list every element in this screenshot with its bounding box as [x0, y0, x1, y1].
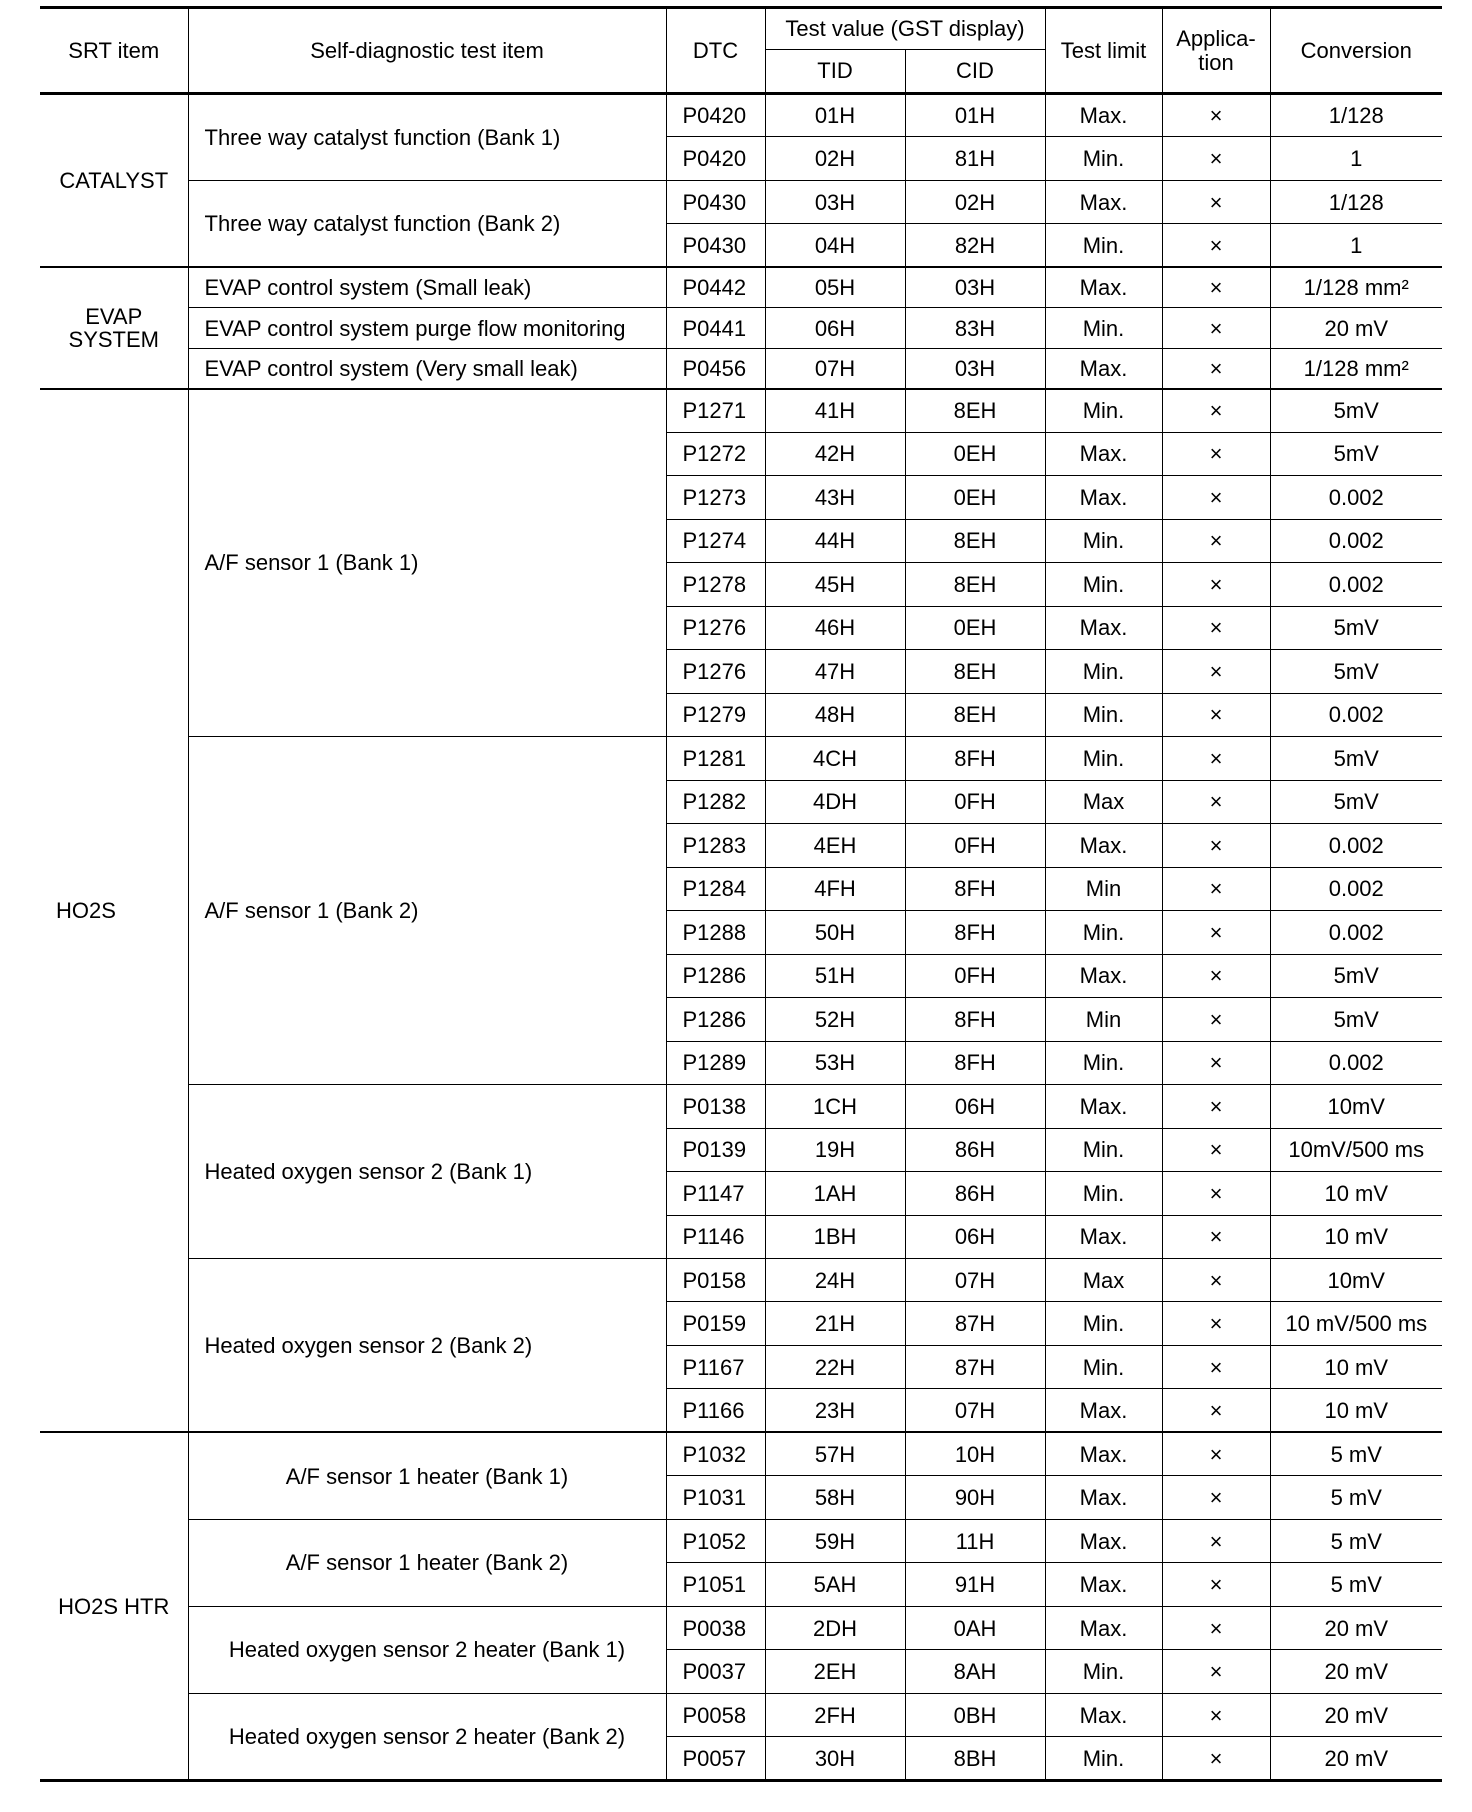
cid-cell: 83H [905, 308, 1045, 348]
cid-cell: 0AH [905, 1606, 1045, 1649]
test-limit-cell: Max. [1045, 1606, 1162, 1649]
tid-cell: 07H [765, 348, 905, 388]
cid-cell: 86H [905, 1172, 1045, 1215]
conversion-cell: 10mV [1270, 1258, 1442, 1301]
application-cell: × [1162, 954, 1270, 997]
application-cell: × [1162, 998, 1270, 1041]
tid-cell: 42H [765, 432, 905, 475]
conversion-cell: 5mV [1270, 998, 1442, 1041]
test-limit-cell: Max. [1045, 824, 1162, 867]
tid-cell: 02H [765, 137, 905, 180]
table-row [40, 94, 1442, 137]
cid-cell: 10H [905, 1432, 1045, 1475]
header-application: Applica-tion [1162, 8, 1270, 94]
cid-cell: 0EH [905, 476, 1045, 519]
tid-cell: 30H [765, 1737, 905, 1781]
cid-cell: 11H [905, 1519, 1045, 1562]
conversion-cell: 5 mV [1270, 1519, 1442, 1562]
conversion-cell: 0.002 [1270, 867, 1442, 910]
application-cell: × [1162, 1432, 1270, 1475]
application-cell: × [1162, 267, 1270, 307]
application-cell: × [1162, 1345, 1270, 1388]
test-limit-cell: Min [1045, 998, 1162, 1041]
application-cell: × [1162, 432, 1270, 475]
header-tid: TID [765, 50, 905, 94]
cid-cell: 01H [905, 94, 1045, 137]
dtc-cell: P1278 [666, 563, 765, 606]
dtc-cell: P1147 [666, 1172, 765, 1215]
table-row [40, 1432, 1442, 1475]
application-cell: × [1162, 737, 1270, 780]
cid-cell: 0FH [905, 954, 1045, 997]
self-diagnostic-item-cell: EVAP control system (Small leak) [188, 267, 666, 307]
self-diagnostic-item-cell: A/F sensor 1 (Bank 2) [188, 737, 666, 1085]
conversion-cell: 20 mV [1270, 1650, 1442, 1693]
cid-cell: 8FH [905, 998, 1045, 1041]
dtc-cell: P1286 [666, 998, 765, 1041]
conversion-cell: 10 mV [1270, 1389, 1442, 1432]
tid-cell: 1AH [765, 1172, 905, 1215]
test-limit-cell: Max. [1045, 606, 1162, 649]
test-limit-cell: Max. [1045, 476, 1162, 519]
table-row [40, 308, 1442, 348]
conversion-cell: 5mV [1270, 780, 1442, 823]
table-row [40, 1693, 1442, 1736]
dtc-cell: P1272 [666, 432, 765, 475]
test-limit-cell: Max. [1045, 180, 1162, 223]
cid-cell: 07H [905, 1389, 1045, 1432]
test-limit-cell: Min [1045, 867, 1162, 910]
test-limit-cell: Min. [1045, 137, 1162, 180]
application-cell: × [1162, 94, 1270, 137]
application-cell: × [1162, 1128, 1270, 1171]
tid-cell: 57H [765, 1432, 905, 1475]
application-cell: × [1162, 1389, 1270, 1432]
tid-cell: 58H [765, 1476, 905, 1519]
cid-cell: 8FH [905, 867, 1045, 910]
tid-cell: 06H [765, 308, 905, 348]
dtc-cell: P1031 [666, 1476, 765, 1519]
table-body [40, 94, 1442, 1781]
cid-cell: 86H [905, 1128, 1045, 1171]
dtc-cell: P0158 [666, 1258, 765, 1301]
tid-cell: 04H [765, 224, 905, 267]
application-cell: × [1162, 824, 1270, 867]
dtc-cell: P1279 [666, 693, 765, 736]
tid-cell: 5AH [765, 1563, 905, 1606]
tid-cell: 19H [765, 1128, 905, 1171]
test-limit-cell: Max. [1045, 267, 1162, 307]
test-limit-cell: Min. [1045, 1041, 1162, 1084]
table-row [40, 389, 1442, 432]
application-cell: × [1162, 780, 1270, 823]
srt-table [40, 6, 1442, 1782]
application-cell: × [1162, 180, 1270, 223]
test-limit-cell: Max. [1045, 1215, 1162, 1258]
test-limit-cell: Min. [1045, 1650, 1162, 1693]
cid-cell: 8EH [905, 563, 1045, 606]
cid-cell: 87H [905, 1345, 1045, 1388]
dtc-cell: P0057 [666, 1737, 765, 1781]
conversion-cell: 1 [1270, 137, 1442, 180]
dtc-cell: P1288 [666, 911, 765, 954]
application-cell: × [1162, 519, 1270, 562]
tid-cell: 43H [765, 476, 905, 519]
test-limit-cell: Max. [1045, 94, 1162, 137]
cid-cell: 91H [905, 1563, 1045, 1606]
self-diagnostic-item-cell: A/F sensor 1 heater (Bank 1) [188, 1432, 666, 1519]
tid-cell: 50H [765, 911, 905, 954]
dtc-cell: P0138 [666, 1085, 765, 1128]
cid-cell: 0EH [905, 606, 1045, 649]
tid-cell: 46H [765, 606, 905, 649]
dtc-cell: P0430 [666, 224, 765, 267]
tid-cell: 22H [765, 1345, 905, 1388]
cid-cell: 8EH [905, 693, 1045, 736]
conversion-cell: 10 mV [1270, 1215, 1442, 1258]
table-row [40, 737, 1442, 780]
srt-item-cell: CATALYST [40, 94, 188, 268]
cid-cell: 87H [905, 1302, 1045, 1345]
cid-cell: 8AH [905, 1650, 1045, 1693]
dtc-cell: P1281 [666, 737, 765, 780]
conversion-cell: 5mV [1270, 650, 1442, 693]
application-cell: × [1162, 1476, 1270, 1519]
cid-cell: 8FH [905, 1041, 1045, 1084]
header-self-diagnostic-test-item: Self-diagnostic test item [188, 8, 666, 94]
conversion-cell: 1/128 [1270, 94, 1442, 137]
test-limit-cell: Min. [1045, 737, 1162, 780]
test-limit-cell: Min. [1045, 911, 1162, 954]
cid-cell: 0EH [905, 432, 1045, 475]
dtc-cell: P1273 [666, 476, 765, 519]
dtc-cell: P1271 [666, 389, 765, 432]
dtc-cell: P1166 [666, 1389, 765, 1432]
conversion-cell: 20 mV [1270, 1737, 1442, 1781]
self-diagnostic-item-cell: EVAP control system purge flow monitoring [188, 308, 666, 348]
test-limit-cell: Min. [1045, 693, 1162, 736]
dtc-cell: P0139 [666, 1128, 765, 1171]
dtc-cell: P1146 [666, 1215, 765, 1258]
dtc-cell: P1052 [666, 1519, 765, 1562]
conversion-cell: 1/128 mm² [1270, 267, 1442, 307]
conversion-cell: 1 [1270, 224, 1442, 267]
dtc-cell: P1051 [666, 1563, 765, 1606]
test-limit-cell: Min. [1045, 1302, 1162, 1345]
application-cell: × [1162, 1172, 1270, 1215]
tid-cell: 1CH [765, 1085, 905, 1128]
application-cell: × [1162, 1606, 1270, 1649]
dtc-cell: P0456 [666, 348, 765, 388]
conversion-cell: 5 mV [1270, 1563, 1442, 1606]
application-cell: × [1162, 1737, 1270, 1781]
test-limit-cell: Min. [1045, 389, 1162, 432]
application-cell: × [1162, 693, 1270, 736]
test-limit-cell: Min. [1045, 224, 1162, 267]
cid-cell: 07H [905, 1258, 1045, 1301]
tid-cell: 21H [765, 1302, 905, 1345]
application-cell: × [1162, 911, 1270, 954]
dtc-cell: P1286 [666, 954, 765, 997]
dtc-cell: P1283 [666, 824, 765, 867]
conversion-cell: 5mV [1270, 432, 1442, 475]
cid-cell: 0FH [905, 824, 1045, 867]
application-cell: × [1162, 1650, 1270, 1693]
dtc-cell: P1289 [666, 1041, 765, 1084]
dtc-cell: P0038 [666, 1606, 765, 1649]
self-diagnostic-item-cell: A/F sensor 1 heater (Bank 2) [188, 1519, 666, 1606]
dtc-cell: P1276 [666, 650, 765, 693]
self-diagnostic-item-cell: Heated oxygen sensor 2 (Bank 1) [188, 1085, 666, 1259]
header-test-limit: Test limit [1045, 8, 1162, 94]
conversion-cell: 20 mV [1270, 1693, 1442, 1736]
cid-cell: 82H [905, 224, 1045, 267]
test-limit-cell: Min. [1045, 1172, 1162, 1215]
cid-cell: 02H [905, 180, 1045, 223]
header-test-value: Test value (GST display) [765, 8, 1045, 50]
cid-cell: 8EH [905, 519, 1045, 562]
cid-cell: 03H [905, 348, 1045, 388]
application-cell: × [1162, 389, 1270, 432]
application-cell: × [1162, 308, 1270, 348]
application-cell: × [1162, 650, 1270, 693]
conversion-cell: 0.002 [1270, 563, 1442, 606]
test-limit-cell: Min. [1045, 519, 1162, 562]
cid-cell: 81H [905, 137, 1045, 180]
application-cell: × [1162, 1041, 1270, 1084]
tid-cell: 4FH [765, 867, 905, 910]
cid-cell: 8FH [905, 737, 1045, 780]
application-cell: × [1162, 224, 1270, 267]
conversion-cell: 0.002 [1270, 911, 1442, 954]
test-limit-cell: Max. [1045, 432, 1162, 475]
application-cell: × [1162, 1519, 1270, 1562]
conversion-cell: 5 mV [1270, 1476, 1442, 1519]
srt-item-cell: EVAP SYSTEM [40, 267, 188, 388]
tid-cell: 4CH [765, 737, 905, 780]
tid-cell: 48H [765, 693, 905, 736]
cid-cell: 8EH [905, 650, 1045, 693]
test-limit-cell: Max. [1045, 954, 1162, 997]
test-limit-cell: Min. [1045, 308, 1162, 348]
tid-cell: 4EH [765, 824, 905, 867]
tid-cell: 2DH [765, 1606, 905, 1649]
conversion-cell: 20 mV [1270, 308, 1442, 348]
tid-cell: 01H [765, 94, 905, 137]
table-row [40, 1258, 1442, 1301]
self-diagnostic-item-cell: Heated oxygen sensor 2 heater (Bank 2) [188, 1693, 666, 1780]
conversion-cell: 1/128 mm² [1270, 348, 1442, 388]
tid-cell: 03H [765, 180, 905, 223]
conversion-cell: 10 mV [1270, 1172, 1442, 1215]
self-diagnostic-item-cell: Three way catalyst function (Bank 1) [188, 94, 666, 181]
header-cid: CID [905, 50, 1045, 94]
dtc-cell: P1167 [666, 1345, 765, 1388]
table-row [40, 348, 1442, 388]
cid-cell: 90H [905, 1476, 1045, 1519]
table-row [40, 1606, 1442, 1649]
application-cell: × [1162, 867, 1270, 910]
conversion-cell: 10mV [1270, 1085, 1442, 1128]
tid-cell: 05H [765, 267, 905, 307]
dtc-cell: P0037 [666, 1650, 765, 1693]
dtc-cell: P1032 [666, 1432, 765, 1475]
application-cell: × [1162, 1693, 1270, 1736]
application-cell: × [1162, 1215, 1270, 1258]
table-row [40, 267, 1442, 307]
dtc-cell: P1276 [666, 606, 765, 649]
table-row [40, 1085, 1442, 1128]
table-row [40, 1519, 1442, 1562]
test-limit-cell: Max. [1045, 1519, 1162, 1562]
application-cell: × [1162, 1302, 1270, 1345]
cid-cell: 06H [905, 1085, 1045, 1128]
self-diagnostic-item-cell: Heated oxygen sensor 2 (Bank 2) [188, 1258, 666, 1432]
tid-cell: 1BH [765, 1215, 905, 1258]
tid-cell: 51H [765, 954, 905, 997]
conversion-cell: 5mV [1270, 389, 1442, 432]
test-limit-cell: Max. [1045, 348, 1162, 388]
test-limit-cell: Max. [1045, 1085, 1162, 1128]
test-limit-cell: Min. [1045, 1737, 1162, 1781]
conversion-cell: 0.002 [1270, 693, 1442, 736]
cid-cell: 8BH [905, 1737, 1045, 1781]
tid-cell: 2EH [765, 1650, 905, 1693]
dtc-cell: P1284 [666, 867, 765, 910]
conversion-cell: 0.002 [1270, 519, 1442, 562]
application-cell: × [1162, 1563, 1270, 1606]
cid-cell: 8FH [905, 911, 1045, 954]
test-limit-cell: Min. [1045, 1128, 1162, 1171]
test-limit-cell: Max. [1045, 1476, 1162, 1519]
test-limit-cell: Max [1045, 1258, 1162, 1301]
table-row [40, 180, 1442, 223]
dtc-cell: P0420 [666, 137, 765, 180]
dtc-cell: P0159 [666, 1302, 765, 1345]
conversion-cell: 1/128 [1270, 180, 1442, 223]
dtc-cell: P1282 [666, 780, 765, 823]
test-limit-cell: Min. [1045, 1345, 1162, 1388]
dtc-cell: P1274 [666, 519, 765, 562]
cid-cell: 0FH [905, 780, 1045, 823]
test-limit-cell: Min. [1045, 563, 1162, 606]
conversion-cell: 0.002 [1270, 1041, 1442, 1084]
conversion-cell: 0.002 [1270, 824, 1442, 867]
test-limit-cell: Max. [1045, 1432, 1162, 1475]
conversion-cell: 20 mV [1270, 1606, 1442, 1649]
dtc-cell: P0441 [666, 308, 765, 348]
conversion-cell: 5mV [1270, 954, 1442, 997]
dtc-cell: P0430 [666, 180, 765, 223]
conversion-cell: 0.002 [1270, 476, 1442, 519]
cid-cell: 06H [905, 1215, 1045, 1258]
header-srt-item: SRT item [40, 8, 188, 94]
test-limit-cell: Max [1045, 780, 1162, 823]
application-cell: × [1162, 348, 1270, 388]
tid-cell: 2FH [765, 1693, 905, 1736]
srt-item-cell: HO2S HTR [40, 1432, 188, 1780]
tid-cell: 24H [765, 1258, 905, 1301]
application-cell: × [1162, 606, 1270, 649]
self-diagnostic-item-cell: Heated oxygen sensor 2 heater (Bank 1) [188, 1606, 666, 1693]
application-cell: × [1162, 1258, 1270, 1301]
test-limit-cell: Max. [1045, 1563, 1162, 1606]
dtc-cell: P0058 [666, 1693, 765, 1736]
tid-cell: 4DH [765, 780, 905, 823]
tid-cell: 45H [765, 563, 905, 606]
tid-cell: 47H [765, 650, 905, 693]
conversion-cell: 5 mV [1270, 1432, 1442, 1475]
conversion-cell: 5mV [1270, 606, 1442, 649]
header-dtc: DTC [666, 8, 765, 94]
tid-cell: 41H [765, 389, 905, 432]
conversion-cell: 10 mV/500 ms [1270, 1302, 1442, 1345]
srt-item-cell: HO2S [40, 389, 188, 1433]
dtc-cell: P0420 [666, 94, 765, 137]
dtc-cell: P0442 [666, 267, 765, 307]
cid-cell: 03H [905, 267, 1045, 307]
test-limit-cell: Min. [1045, 650, 1162, 693]
application-cell: × [1162, 137, 1270, 180]
conversion-cell: 10 mV [1270, 1345, 1442, 1388]
application-cell: × [1162, 476, 1270, 519]
tid-cell: 44H [765, 519, 905, 562]
tid-cell: 59H [765, 1519, 905, 1562]
cid-cell: 8EH [905, 389, 1045, 432]
self-diagnostic-item-cell: A/F sensor 1 (Bank 1) [188, 389, 666, 737]
conversion-cell: 5mV [1270, 737, 1442, 780]
self-diagnostic-item-cell: EVAP control system (Very small leak) [188, 348, 666, 388]
tid-cell: 53H [765, 1041, 905, 1084]
tid-cell: 52H [765, 998, 905, 1041]
header-conversion: Conversion [1270, 8, 1442, 94]
cid-cell: 0BH [905, 1693, 1045, 1736]
tid-cell: 23H [765, 1389, 905, 1432]
conversion-cell: 10mV/500 ms [1270, 1128, 1442, 1171]
application-cell: × [1162, 1085, 1270, 1128]
test-limit-cell: Max. [1045, 1389, 1162, 1432]
test-limit-cell: Max. [1045, 1693, 1162, 1736]
application-cell: × [1162, 563, 1270, 606]
self-diagnostic-item-cell: Three way catalyst function (Bank 2) [188, 180, 666, 267]
